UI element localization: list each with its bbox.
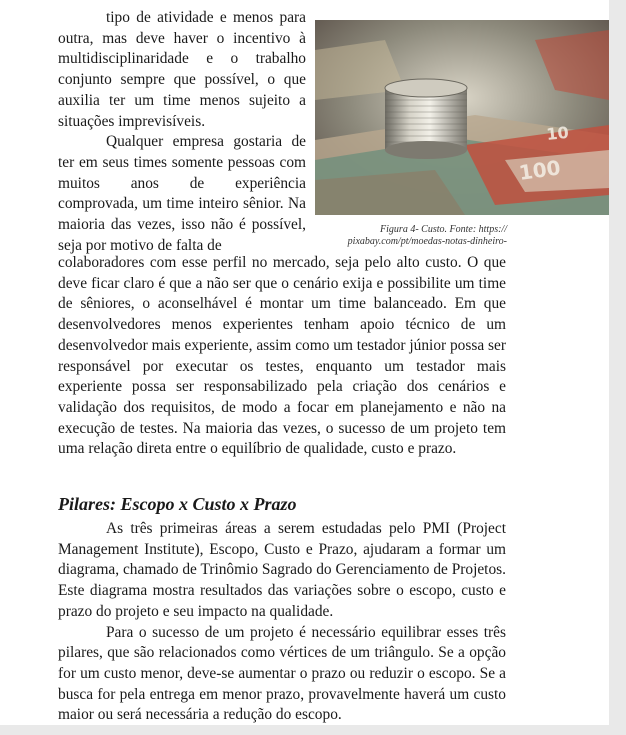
coins-illustration [315,20,609,215]
wrapped-text-column [58,8,306,256]
coins-banknotes-photo [315,20,609,215]
paragraph-1: tipo de atividade e menos para outra, mas deve haver o incentivo à multidisciplinaridade e o trabalho conjunto sempre que possível, o que auxilia ter um time menos sujeito a situações imprevisíveis. [58,9,306,130]
paragraph-2-continued-block [58,253,506,460]
section-heading: Pilares: Escopo x Custo x Prazo [58,494,297,514]
section-body [58,519,506,725]
paragraph-4: Para o sucesso de um projeto é necessário equilibrar esses três pilares, que são relacionados como vértices de um triângulo. Se a opção for um custo menor, deve-se aumentar o prazo ou reduzir o escopo. Se a busca for pela entrega em menor prazo, provavelmente haverá um custo maior ou será necessária a redução do escopo. [58,623,506,724]
svg-text:10: 10 [545,122,570,144]
figure-caption: Figura 4- Custo. Fonte: https:// pixabay.com/pt/moedas-notas-dinheiro- [347,224,507,247]
svg-text:100: 100 [517,155,563,185]
paragraph-2-continued: colaboradores com esse perfil no mercado, seja pelo alto custo. O que deve ficar claro é que a não ser que o cenário exija e possibilite um time de sêniores, o aconselhável é montar um time balanceado. Em que desenvolvedores menos experientes tenham apoio técnico de um desenvolvedor mais experiente, assim como um testador júnior possa ser responsável por executar os testes, enquanto um testador mais experiente possa ser responsabilizado pela criação dos cenários e validação dos requisitos, de modo a focar em planejamento e não na execução de testes. Na maioria das vezes, o sucesso de um projeto tem uma relação direta entre o equilíbrio de qualidade, custo e prazo. [58,254,506,458]
paragraph-3: As três primeiras áreas a serem estudadas pelo PMI (Project Management Institute), Escopo, Custo e Prazo, ajudaram a formar um diagrama, chamado de Trinômio Sagrado do Gerenciamento de Projetos. Este diagrama mostra resultados das variações sobre o escopo, custo e prazo do projeto e seu impacto na qualidade. [58,520,506,620]
paragraph-2-start: Qualquer empresa gostaria de ter em seus times somente pessoas com muitos anos de experiência comprovada, um time inteiro sênior. Na maioria das vezes, isso não é possível, seja por motivo de falta de [58,133,306,254]
